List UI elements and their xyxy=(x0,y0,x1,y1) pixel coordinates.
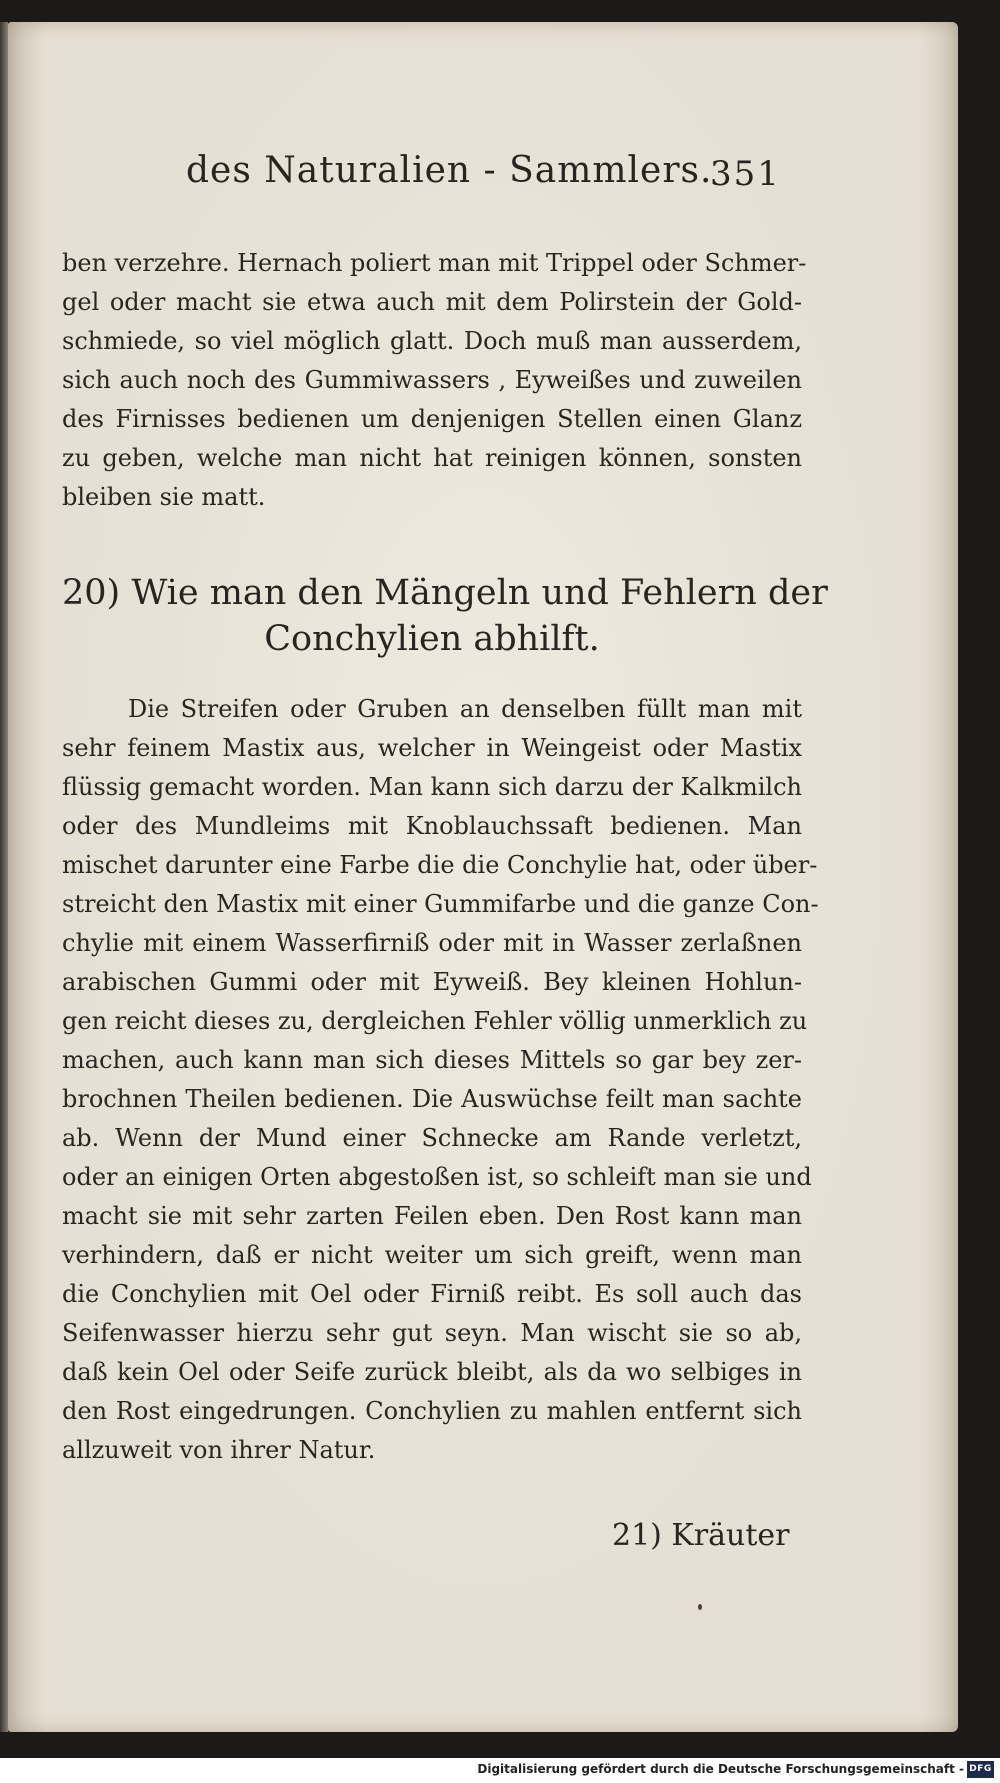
text-line: chylie mit einem Wasserfirniß oder mit in Wasser zerlaßnen xyxy=(62,929,802,957)
book-spine-edge xyxy=(0,22,8,1732)
text-line: oder des Mundleims mit Knoblauchssaft bedienen. Man xyxy=(62,812,802,840)
text-line: flüssig gemacht worden. Man kann sich darzu der Kalkmilch xyxy=(62,773,802,801)
text-line: macht sie mit sehr zarten Feilen eben. Den Rost kann man xyxy=(62,1202,802,1230)
text-line: machen, auch kann man sich dieses Mittels so gar bey zer- xyxy=(62,1046,802,1074)
text-line: Die Streifen oder Gruben an denselben füllt man mit xyxy=(128,695,802,723)
text-line: gen reicht dieses zu, dergleichen Fehler völlig unmerklich zu xyxy=(62,1007,808,1035)
text-line: des Firnisses bedienen um denjenigen Stellen einen Glanz xyxy=(62,405,802,433)
digitization-footer xyxy=(0,1758,1000,1783)
text-line: ben verzehre. Hernach poliert man mit Trippel oder Schmer- xyxy=(62,249,807,277)
text-line: allzuweit von ihrer Natur. xyxy=(62,1436,376,1464)
page-header xyxy=(8,150,958,210)
text-line: ab. Wenn der Mund einer Schnecke am Rande verletzt, xyxy=(62,1124,802,1152)
text-line: gel oder macht sie etwa auch mit dem Polirstein der Gold- xyxy=(62,288,802,316)
text-line: bleiben sie matt. xyxy=(62,483,266,511)
text-line: verhindern, daß er nicht weiter um sich greift, wenn man xyxy=(62,1241,802,1269)
section-heading-line: Conchylien abhilft. xyxy=(264,619,600,659)
running-head: des Naturalien - Sammlers. xyxy=(186,150,713,191)
text-line: daß kein Oel oder Seife zurück bleibt, als da wo selbiges in xyxy=(62,1358,802,1386)
catchword: 21) Kräuter xyxy=(612,1518,790,1553)
text-line: sich auch noch des Gummiwassers , Eyweißes und zuweilen xyxy=(62,366,802,394)
body-paragraph xyxy=(62,690,819,1470)
text-line: streicht den Mastix mit einer Gummifarbe und die ganze Con- xyxy=(62,890,819,918)
page-number: 351 xyxy=(710,154,781,194)
intro-paragraph xyxy=(62,244,807,517)
text-line: arabischen Gummi oder mit Eyweiß. Bey kleinen Hohlun- xyxy=(62,968,802,996)
text-line: schmiede, so viel möglich glatt. Doch muß man ausserdem, xyxy=(62,327,802,355)
text-line: sehr feinem Mastix aus, welcher in Weingeist oder Mastix xyxy=(62,734,802,762)
text-line: Seifenwasser hierzu sehr gut seyn. Man wischt sie so ab, xyxy=(62,1319,802,1347)
text-line: die Conchylien mit Oel oder Firniß reibt. Es soll auch das xyxy=(62,1280,802,1308)
text-line: mischet darunter eine Farbe die die Conchylie hat, oder über- xyxy=(62,851,818,879)
section-heading-line: 20) Wie man den Mängeln und Fehlern der xyxy=(62,573,828,613)
funding-credit: Digitalisierung gefördert durch die Deutsche Forschungsgemeinschaft - xyxy=(477,1762,964,1776)
text-line: brochnen Theilen bedienen. Die Auswüchse feilt man sachte xyxy=(62,1085,802,1113)
dfg-logo: DFG xyxy=(967,1761,994,1778)
section-heading xyxy=(62,570,828,662)
text-line: oder an einigen Orten abgestoßen ist, so schleift man sie und xyxy=(62,1163,812,1191)
book-page xyxy=(8,22,958,1732)
text-line: zu geben, welche man nicht hat reinigen können, sonsten xyxy=(62,444,802,472)
text-line: den Rost eingedrungen. Conchylien zu mahlen entfernt sich xyxy=(62,1397,802,1425)
ink-speck xyxy=(698,1604,702,1610)
